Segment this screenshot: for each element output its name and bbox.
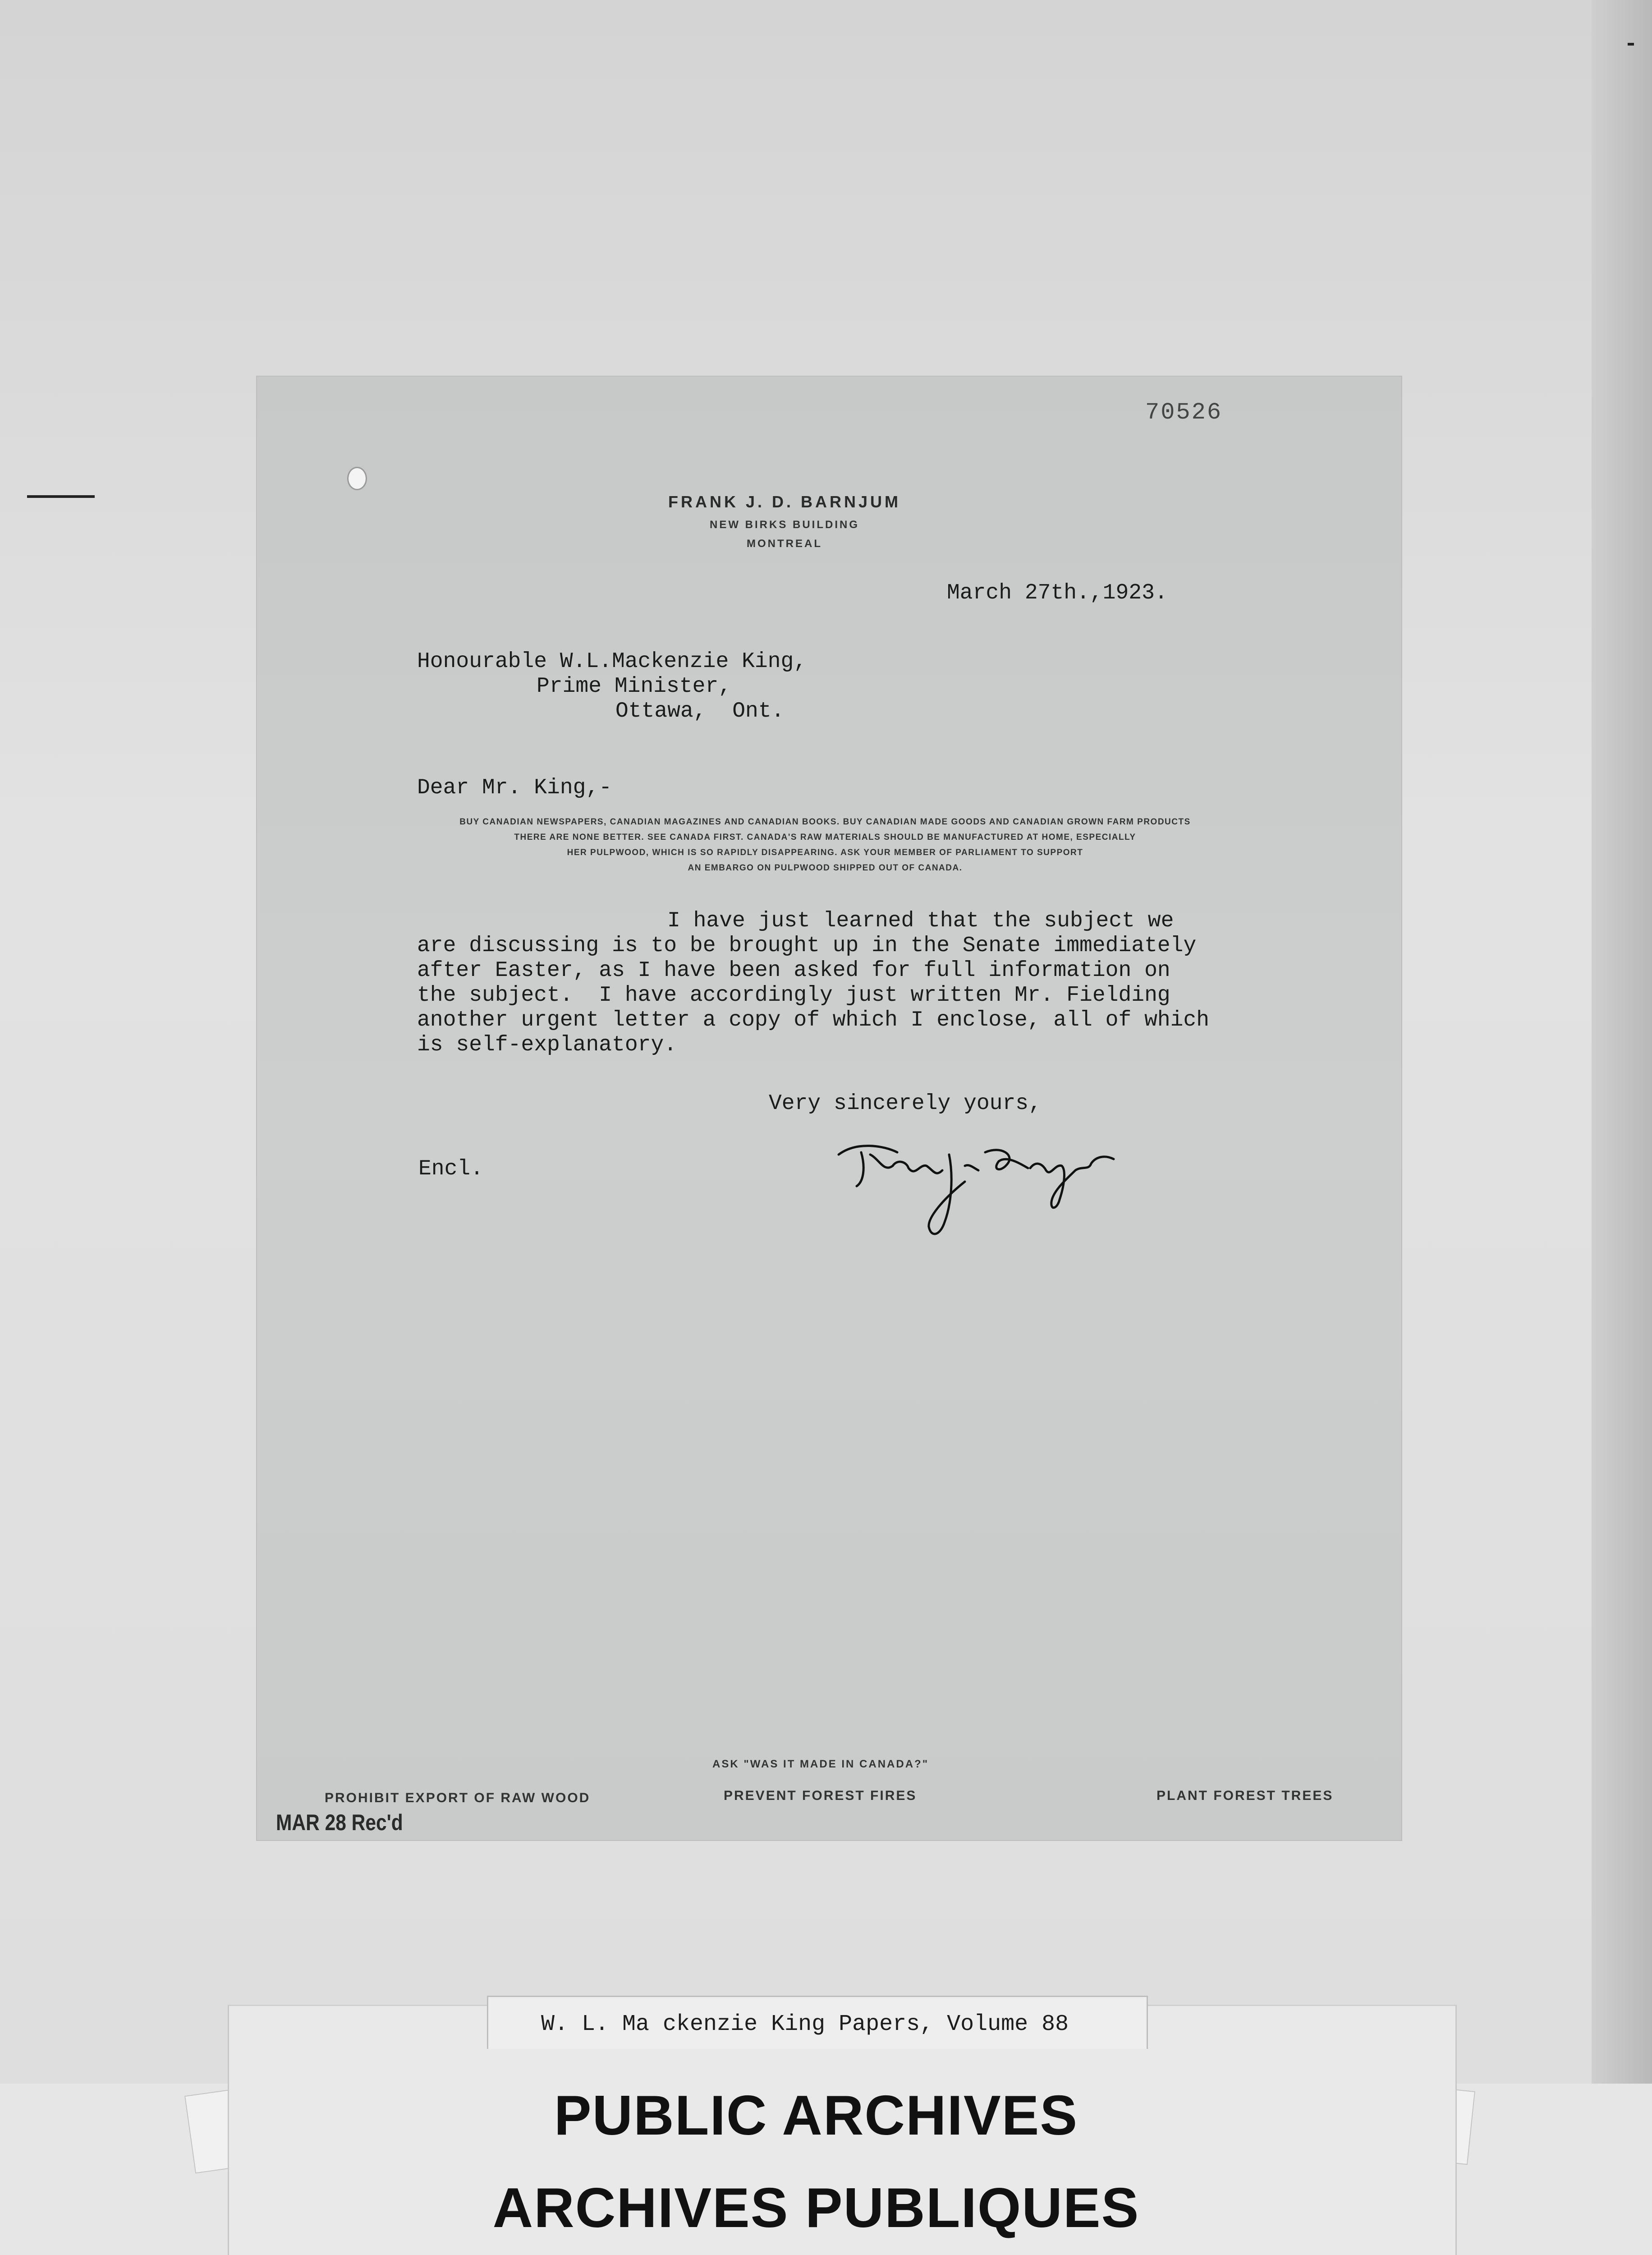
slogan-line: HER PULPWOOD, WHICH IS SO RAPIDLY DISAPPEARING. ASK YOUR MEMBER OF PARLIAMENT TO SUPPORT — [567, 848, 1083, 857]
body-line: the subject. I have accordingly just written Mr. Fielding — [417, 983, 1170, 1008]
footer-right: PLANT FOREST TREES — [1156, 1788, 1334, 1803]
footer-ask: ASK "WAS IT MADE IN CANADA?" — [712, 1758, 929, 1770]
closing: Very sincerely yours, — [769, 1091, 1042, 1116]
corner-mark — [1628, 43, 1634, 46]
body-line: another urgent letter a copy of which I enclose, all of which — [417, 1008, 1210, 1032]
letterhead-building: NEW BIRKS BUILDING — [710, 519, 859, 531]
body-line: after Easter, as I have been asked for full information on — [417, 958, 1170, 983]
salutation: Dear Mr. King,- — [417, 776, 612, 800]
recipient-line: Honourable W.L.Mackenzie King, — [417, 649, 807, 674]
slogan-line: BUY CANADIAN NEWSPAPERS, CANADIAN MAGAZINES AND CANADIAN BOOKS. BUY CANADIAN MADE GOODS AND CANADIAN GROWN FARM PRODUCTS — [459, 817, 1191, 827]
collection-label: W. L. Ma ckenzie King Papers, Volume 88 — [541, 2011, 1069, 2037]
received-stamp: MAR 28 Rec'd — [276, 1810, 403, 1835]
archive-name-french: ARCHIVES PUBLIQUES — [492, 2177, 1140, 2239]
footer-left: PROHIBIT EXPORT OF RAW WOOD — [325, 1790, 591, 1805]
document-number: 70526 — [1145, 399, 1223, 426]
letterhead-city: MONTREAL — [747, 538, 822, 550]
body-line: I have just learned that the subject we — [667, 909, 1174, 933]
film-edge — [1592, 0, 1652, 2084]
archive-name-english: PUBLIC ARCHIVES — [554, 2085, 1078, 2147]
slogan-line: THERE ARE NONE BETTER. SEE CANADA FIRST. CANADA'S RAW MATERIALS SHOULD BE MANUFACTURED AT HOME, ESPECIALLY — [514, 833, 1136, 842]
body-line: are discussing is to be brought up in the Senate immediately — [417, 934, 1197, 958]
body-line: is self-explanatory. — [417, 1033, 677, 1057]
enclosure-note: Encl. — [418, 1157, 484, 1181]
recipient-line: Prime Minister, — [537, 674, 732, 699]
slogan-line: AN EMBARGO ON PULPWOOD SHIPPED OUT OF CANADA. — [688, 863, 963, 873]
signature — [830, 1128, 1127, 1249]
letter-date: March 27th.,1923. — [947, 581, 1168, 605]
letterhead-name: FRANK J. D. BARNJUM — [668, 492, 901, 511]
footer-center: PREVENT FOREST FIRES — [724, 1788, 917, 1803]
recipient-line: Ottawa, Ont. — [615, 699, 785, 723]
punch-hole — [347, 467, 367, 490]
